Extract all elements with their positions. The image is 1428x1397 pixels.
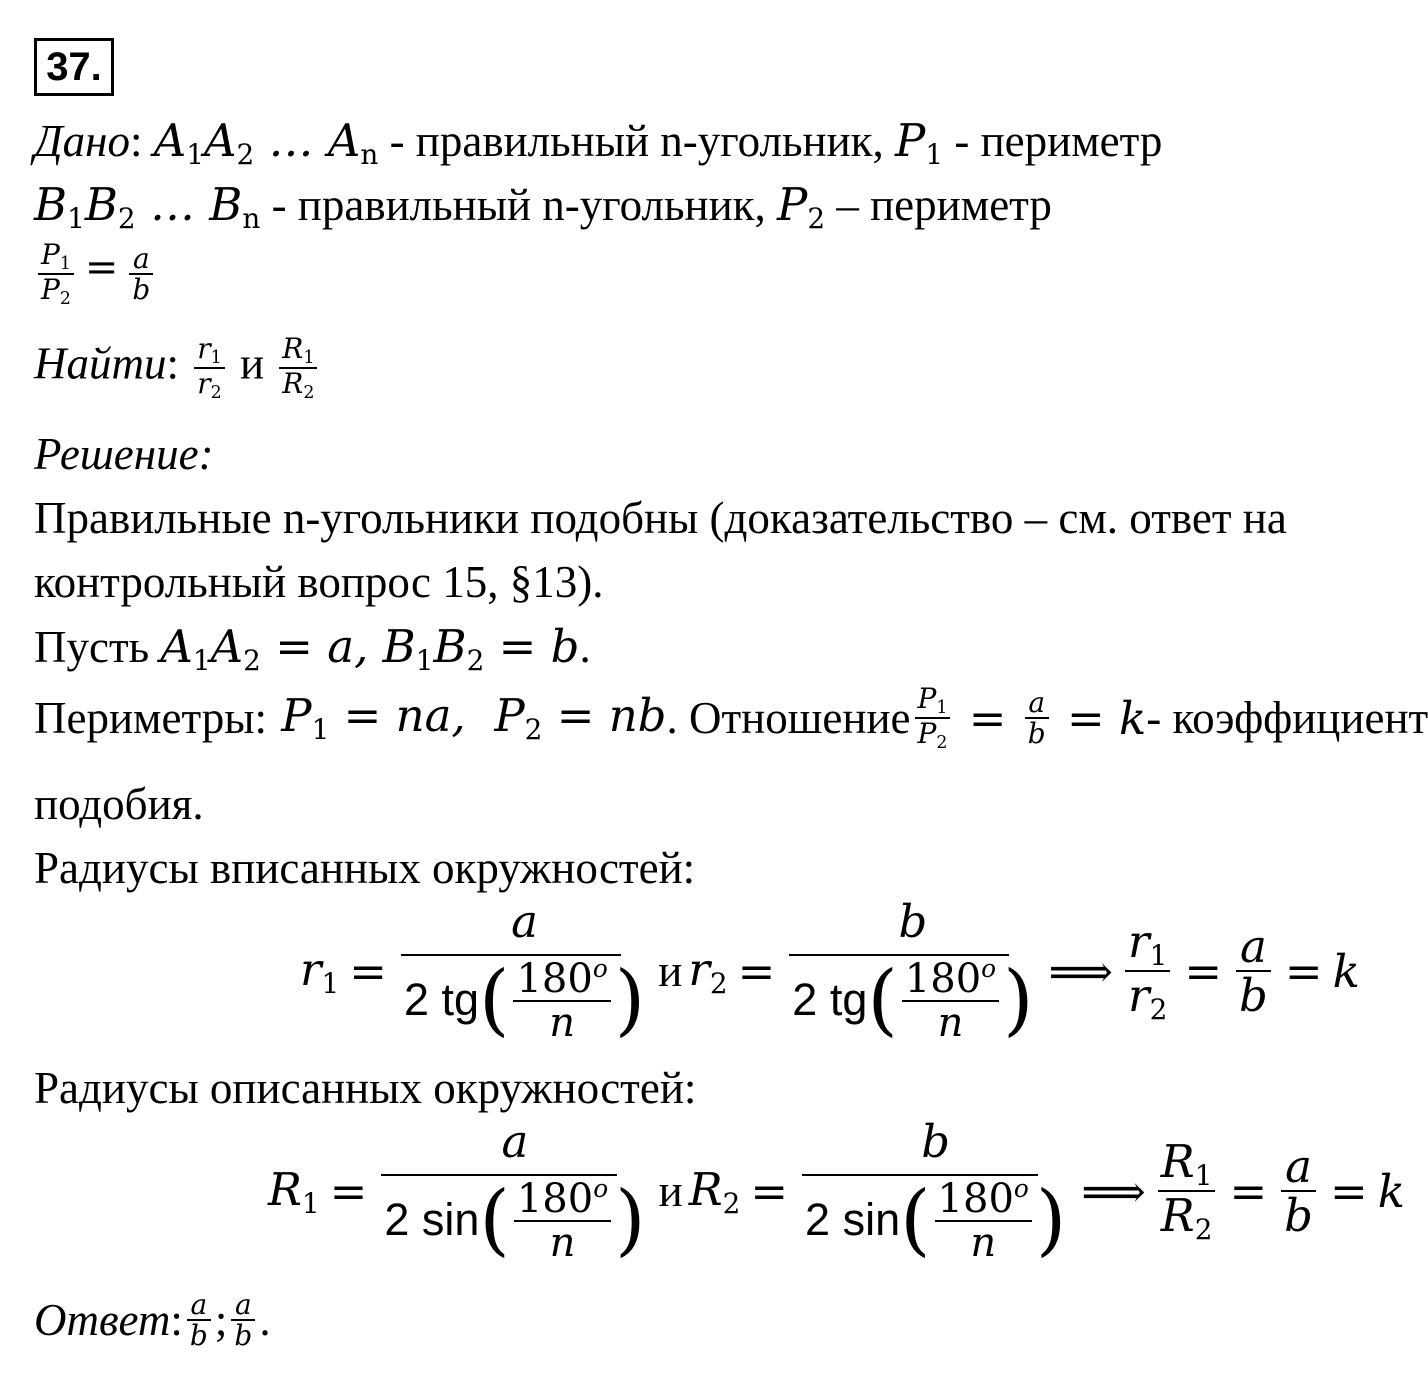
solution-p1: Правильные n-угольники подобны (доказательство – см. ответ на <box>34 493 1287 543</box>
given-line-2: $B_1B_2$ … $B_n$ - правильный n-угольник, $P_2$ – периметр <box>34 178 1052 235</box>
circumscribed-formula: $R_1$ = a 2 sin ( $\frac{180^o}{n}$ ) и $R_2$ = b 2 sin ( $\frac{180^o}{n}$ ) ⟹ $\frac{R_1}{R_2}$ = $\frac{a}{b}$ = k <box>268 1115 1405 1266</box>
circumscribed-heading: Радиусы описанных окружностей: <box>34 1063 697 1113</box>
given-line-1-text: - правильный n-угольник, <box>378 116 896 166</box>
given-line-1: Дано: $A_1A_2$ … $A_n$ - правильный n-угольник, $P_1$ - периметр <box>34 114 1163 171</box>
given-line-1-end: - периметр <box>943 116 1163 166</box>
let-line: Пусть $A_1A_2 = a$, $B_1B_2 = b$. <box>34 620 591 677</box>
inscribed-formula: $r_1$ = a 2 tg ( $\frac{180^o}{n}$ ) и $r_2$ = b 2 tg ( $\frac{180^o}{n}$ ) ⟹ $\frac{r_1}{r_2}$ = $\frac{a}{b}$ = k <box>300 895 1360 1046</box>
given-label: Дано <box>34 116 130 166</box>
find-label: Найти <box>34 338 167 389</box>
given-line-2-text: - правильный n-угольник, <box>260 180 778 230</box>
perimeters-line: Периметры: $P_1$ = na, $P_2$ = nb . Отношение $\frac{P_1}{P_2}$ = $\frac{a}{b}$ = k - коэффициент <box>34 682 1428 753</box>
solution-p2: контрольный вопрос 15, §13). <box>34 557 604 607</box>
similarity-word: подобия. <box>34 779 204 829</box>
given-ratio: $\frac{P_1}{P_2}$ = $\frac{a}{b}$ <box>34 240 157 308</box>
find-line: Найти: $\frac{r_1}{r_2}$ и $\frac{R_1}{R_2}$ <box>34 334 321 402</box>
solution-label: Решение: <box>34 429 214 479</box>
answer-label: Ответ <box>34 1294 171 1345</box>
inscribed-heading: Радиусы вписанных окружностей: <box>34 843 696 893</box>
given-line-2-end: – периметр <box>825 180 1052 230</box>
problem-number: 37. <box>34 38 114 96</box>
find-and: и <box>239 338 265 389</box>
answer-line: Ответ : $\frac{a}{b}$ ; $\frac{a}{b}$ . <box>34 1288 271 1353</box>
